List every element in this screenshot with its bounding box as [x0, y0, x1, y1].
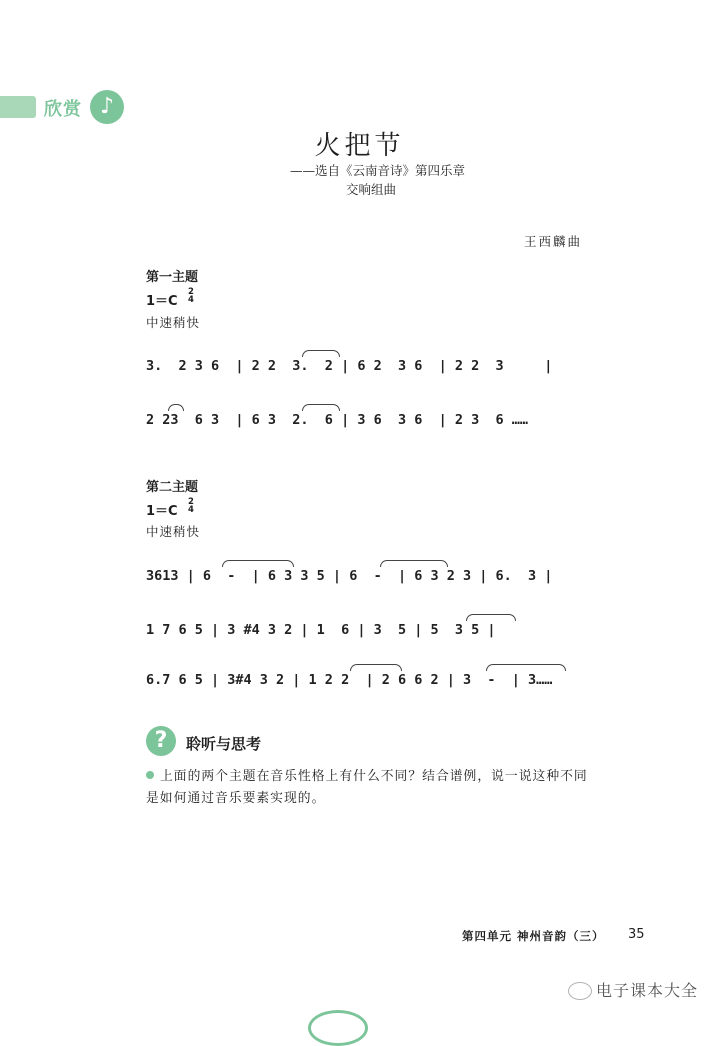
theme1-tempo: 中速稍快 [146, 315, 201, 330]
theme2-staff-line-3 [0, 660, 719, 700]
slur [302, 404, 340, 411]
section-tab-label: 欣赏 [44, 99, 82, 120]
slur [486, 664, 566, 671]
notation-text: 1 7 6 5 | 3 #4 3 2 | 1 6 | 3 5 | 5 3 5 | [146, 622, 496, 638]
theme1-meter: 2 4 [188, 287, 194, 305]
theme1-heading: 第一主题 [146, 270, 199, 285]
theme1-staff-line-2 [0, 400, 719, 440]
slur [380, 560, 448, 567]
wechat-icon [568, 982, 592, 1000]
theme2-staff-line-1 [0, 556, 719, 596]
piece-title: 火把节 [314, 131, 405, 161]
theme2-key: 1＝C [146, 504, 178, 519]
notation-text: 6.7 6 5 | 3#4 3 2 | 1 2 2 | 2 6 6 2 | 3 - | 3…… [146, 672, 553, 688]
slur [168, 404, 184, 411]
theme2-staff-line-2 [0, 610, 719, 650]
slur [222, 560, 294, 567]
notation-text: 3613 | 6 - | 6 3 3 5 | 6 - | 6 3 2 3 | 6. 3 | [146, 568, 553, 584]
watermark-text: 电子课本大全 [596, 981, 699, 1000]
section-tab-bar [0, 96, 36, 118]
theme2-meter: 2 4 [188, 497, 194, 515]
question-text [146, 766, 610, 810]
notation-text: 3. 2 3 6 | 2 2 3. 2 | 6 2 3 6 | 2 2 3 | [146, 358, 553, 374]
slur [466, 614, 516, 621]
footer-unit: 第四单元 神州音韵（三） [462, 929, 605, 943]
question-line-1: 上面的两个主题在音乐性格上有什么不同？结合谱例，说一说这种不同 [160, 769, 588, 784]
question-line-2: 是如何通过音乐要素实现的。 [146, 791, 326, 806]
page-number: 35 [628, 927, 645, 942]
music-note-icon: ♪ [90, 90, 124, 124]
notation-text: 2 23 6 3 | 6 3 2. 6 | 3 6 3 6 | 2 3 6 …… [146, 412, 529, 428]
decorative-arc [308, 1010, 368, 1046]
theme2-heading: 第二主题 [146, 480, 199, 495]
listen-think-title: 聆听与思考 [186, 735, 262, 753]
piece-subtitle-2: 交响组曲 [346, 182, 397, 197]
bullet-icon [146, 771, 154, 779]
theme1-key: 1＝C [146, 294, 178, 309]
slur [302, 350, 340, 357]
theme2-tempo: 中速稍快 [146, 524, 201, 539]
piece-subtitle: ——选自《云南音诗》第四乐章 [290, 163, 466, 178]
slur [350, 664, 402, 671]
question-icon: ? [146, 726, 176, 756]
theme1-staff-line-1 [0, 346, 719, 386]
composer: 王西麟曲 [524, 234, 583, 249]
